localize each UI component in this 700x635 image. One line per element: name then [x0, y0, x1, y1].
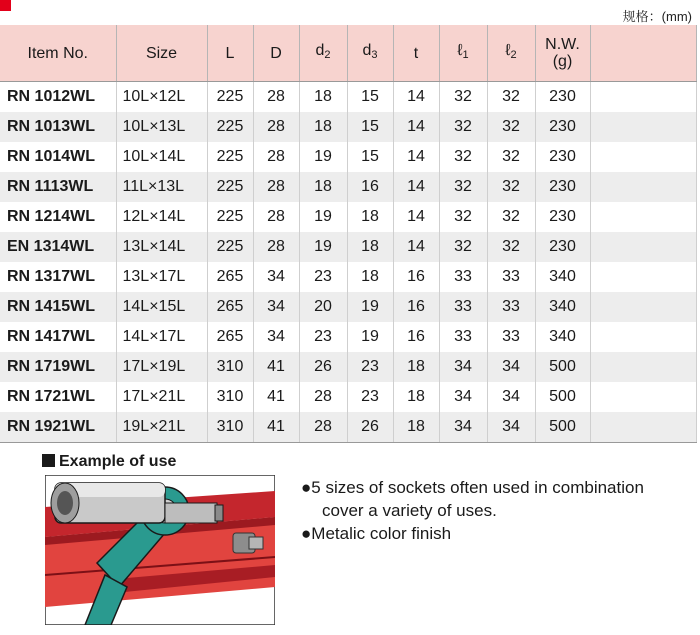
table-row	[0, 142, 696, 172]
cell-D: 41	[253, 412, 299, 443]
cell-size: 17L×21L	[116, 382, 207, 412]
cell-D: 28	[253, 232, 299, 262]
cell-nw: 230	[535, 142, 590, 172]
cell-D: 34	[253, 262, 299, 292]
cell-nw: 230	[535, 202, 590, 232]
cell-l1: 34	[439, 352, 487, 382]
cell-nw: 230	[535, 232, 590, 262]
header-size: Size	[116, 25, 207, 82]
cell-item-no: RN 1113WL	[0, 172, 116, 202]
feature-text-continued: cover a variety of uses.	[322, 501, 497, 520]
cell-d2: 18	[299, 82, 347, 113]
cell-l1: 33	[439, 322, 487, 352]
cell-L: 265	[207, 322, 253, 352]
cell-t: 16	[393, 262, 439, 292]
feature-list	[301, 476, 644, 545]
header-d2: $d_2$	[299, 25, 347, 82]
cell-l2: 33	[487, 322, 535, 352]
cell-L: 310	[207, 412, 253, 443]
header-l2: ℓ$_2$	[487, 25, 535, 82]
header-d3: $d_3$	[347, 25, 393, 82]
cell-size: 19L×21L	[116, 412, 207, 443]
cell-l2: 33	[487, 292, 535, 322]
cell-size: 11L×13L	[116, 172, 207, 202]
usage-illustration	[45, 475, 275, 625]
cell-item-no: RN 1317WL	[0, 262, 116, 292]
cell-size: 17L×19L	[116, 352, 207, 382]
table-row	[0, 202, 696, 232]
cell-d3: 18	[347, 262, 393, 292]
header-item-no: Item No.	[0, 25, 116, 82]
cell-d3: 19	[347, 292, 393, 322]
cell-size: 14L×17L	[116, 322, 207, 352]
cell-t: 14	[393, 202, 439, 232]
table-row	[0, 352, 696, 382]
cell-d2: 23	[299, 262, 347, 292]
cell-item-no: RN 1921WL	[0, 412, 116, 443]
cell-l2: 32	[487, 232, 535, 262]
cell-d2: 26	[299, 352, 347, 382]
cell-d3: 23	[347, 382, 393, 412]
bullet-dot-icon: ●	[301, 478, 312, 497]
table-row	[0, 412, 696, 443]
cell-L: 225	[207, 142, 253, 172]
cell-blank	[590, 262, 696, 292]
cell-D: 28	[253, 142, 299, 172]
header-t: t	[393, 25, 439, 82]
cell-l2: 32	[487, 202, 535, 232]
cell-l1: 32	[439, 172, 487, 202]
cell-D: 28	[253, 172, 299, 202]
cell-size: 10L×14L	[116, 142, 207, 172]
feature-text: Metalic color finish	[311, 524, 452, 543]
cell-L: 225	[207, 202, 253, 232]
cell-blank	[590, 412, 696, 443]
cell-D: 41	[253, 382, 299, 412]
cell-item-no: RN 1719WL	[0, 352, 116, 382]
square-bullet-icon	[42, 454, 55, 467]
cell-blank	[590, 142, 696, 172]
cell-d3: 23	[347, 352, 393, 382]
cell-L: 225	[207, 172, 253, 202]
table-row	[0, 322, 696, 352]
cell-l2: 32	[487, 82, 535, 113]
cell-t: 14	[393, 82, 439, 113]
table-row	[0, 262, 696, 292]
cell-l2: 34	[487, 352, 535, 382]
cell-blank	[590, 292, 696, 322]
cell-L: 225	[207, 112, 253, 142]
cell-item-no: RN 1014WL	[0, 142, 116, 172]
cell-t: 18	[393, 382, 439, 412]
cell-l2: 34	[487, 382, 535, 412]
cell-d2: 19	[299, 142, 347, 172]
cell-l2: 32	[487, 112, 535, 142]
header-L: L	[207, 25, 253, 82]
cell-blank	[590, 172, 696, 202]
cell-nw: 230	[535, 172, 590, 202]
cell-D: 34	[253, 322, 299, 352]
cell-size: 12L×14L	[116, 202, 207, 232]
table-row	[0, 382, 696, 412]
cell-blank	[590, 202, 696, 232]
cell-item-no: EN 1314WL	[0, 232, 116, 262]
cell-l2: 34	[487, 412, 535, 443]
cell-L: 225	[207, 232, 253, 262]
cell-D: 34	[253, 292, 299, 322]
cell-t: 16	[393, 322, 439, 352]
cell-nw: 500	[535, 382, 590, 412]
cell-l1: 32	[439, 82, 487, 113]
cell-item-no: RN 1214WL	[0, 202, 116, 232]
cell-blank	[590, 382, 696, 412]
cell-d3: 15	[347, 82, 393, 113]
cell-nw: 340	[535, 262, 590, 292]
feature-text: 5 sizes of sockets often used in combination	[311, 478, 644, 497]
cell-d2: 28	[299, 382, 347, 412]
cell-nw: 340	[535, 292, 590, 322]
unit-label: 规格：(mm)	[622, 9, 692, 24]
cell-t: 18	[393, 352, 439, 382]
cell-d3: 15	[347, 112, 393, 142]
header-blank	[590, 25, 696, 82]
cell-d2: 18	[299, 172, 347, 202]
example-title: Example of use	[42, 453, 176, 471]
cell-l2: 32	[487, 142, 535, 172]
table-row	[0, 82, 696, 113]
cell-nw: 230	[535, 82, 590, 113]
table-header-row	[0, 25, 696, 82]
header-D: D	[253, 25, 299, 82]
cell-blank	[590, 112, 696, 142]
cell-l2: 33	[487, 262, 535, 292]
cell-item-no: RN 1415WL	[0, 292, 116, 322]
spec-table	[0, 25, 697, 443]
cell-l1: 32	[439, 232, 487, 262]
cell-blank	[590, 322, 696, 352]
cell-t: 14	[393, 112, 439, 142]
cell-d2: 18	[299, 112, 347, 142]
cell-d3: 26	[347, 412, 393, 443]
cell-d3: 19	[347, 322, 393, 352]
cell-l1: 33	[439, 292, 487, 322]
cell-item-no: RN 1012WL	[0, 82, 116, 113]
cell-t: 16	[393, 292, 439, 322]
section-marker	[0, 0, 11, 11]
cell-item-no: RN 1013WL	[0, 112, 116, 142]
cell-D: 28	[253, 112, 299, 142]
cell-d2: 23	[299, 322, 347, 352]
cell-L: 265	[207, 292, 253, 322]
cell-size: 14L×15L	[116, 292, 207, 322]
cell-d3: 16	[347, 172, 393, 202]
cell-l1: 32	[439, 202, 487, 232]
cell-d3: 18	[347, 202, 393, 232]
cell-blank	[590, 82, 696, 113]
cell-d2: 28	[299, 412, 347, 443]
cell-t: 14	[393, 142, 439, 172]
cell-D: 41	[253, 352, 299, 382]
table-row	[0, 172, 696, 202]
cell-l1: 34	[439, 412, 487, 443]
cell-l1: 32	[439, 142, 487, 172]
cell-d2: 19	[299, 232, 347, 262]
cell-size: 13L×14L	[116, 232, 207, 262]
feature-item	[301, 522, 644, 545]
cell-size: 10L×12L	[116, 82, 207, 113]
bullet-dot-icon: ●	[301, 524, 312, 543]
cell-nw: 500	[535, 352, 590, 382]
cell-item-no: RN 1417WL	[0, 322, 116, 352]
cell-nw: 230	[535, 112, 590, 142]
cell-t: 14	[393, 232, 439, 262]
cell-L: 225	[207, 82, 253, 113]
cell-nw: 340	[535, 322, 590, 352]
cell-t: 14	[393, 172, 439, 202]
cell-l1: 33	[439, 262, 487, 292]
table-row	[0, 112, 696, 142]
table-row	[0, 232, 696, 262]
cell-item-no: RN 1721WL	[0, 382, 116, 412]
cell-nw: 500	[535, 412, 590, 443]
cell-t: 18	[393, 412, 439, 443]
cell-L: 265	[207, 262, 253, 292]
cell-D: 28	[253, 202, 299, 232]
table-row	[0, 292, 696, 322]
feature-item	[301, 476, 644, 499]
cell-d3: 15	[347, 142, 393, 172]
cell-D: 28	[253, 82, 299, 113]
cell-d3: 18	[347, 232, 393, 262]
cell-d2: 20	[299, 292, 347, 322]
cell-size: 13L×17L	[116, 262, 207, 292]
cell-l1: 34	[439, 382, 487, 412]
header-nw: N.W. (g)	[535, 25, 590, 82]
cell-l2: 32	[487, 172, 535, 202]
cell-l1: 32	[439, 112, 487, 142]
cell-size: 10L×13L	[116, 112, 207, 142]
cell-blank	[590, 352, 696, 382]
header-l1: ℓ$_1$	[439, 25, 487, 82]
cell-d2: 19	[299, 202, 347, 232]
cell-L: 310	[207, 352, 253, 382]
cell-blank	[590, 232, 696, 262]
cell-L: 310	[207, 382, 253, 412]
